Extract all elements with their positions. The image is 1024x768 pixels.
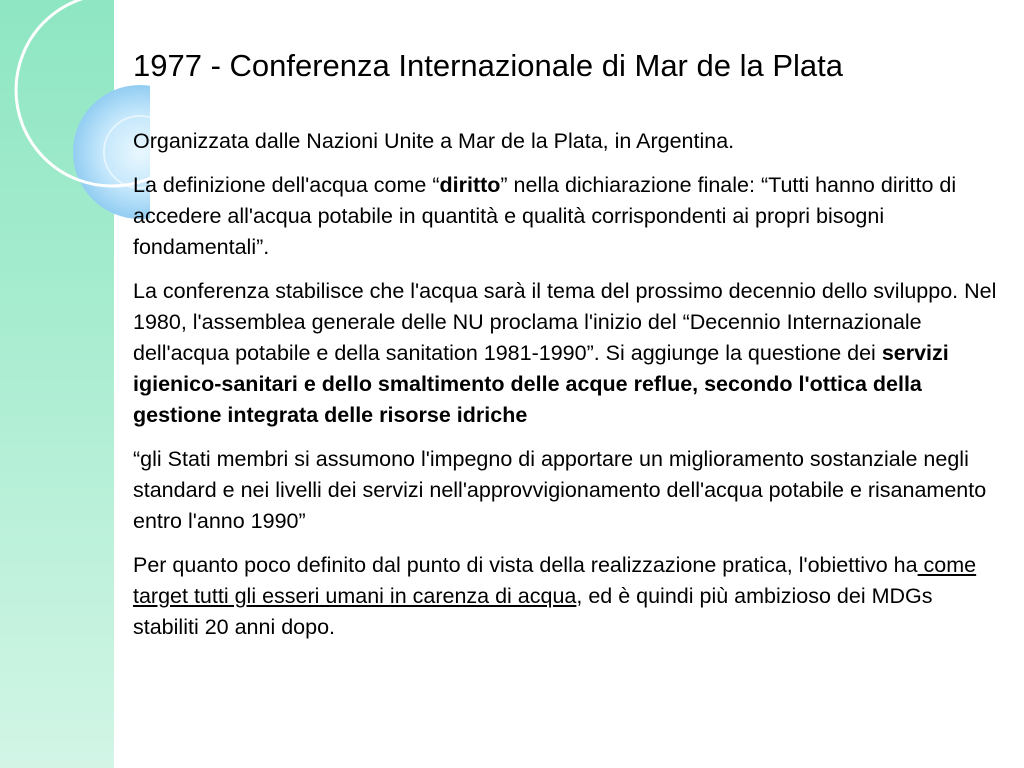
paragraph-organization [133, 126, 1003, 157]
paragraph-quote [133, 444, 1003, 537]
paragraph-decade [133, 276, 1003, 431]
decorative-circles [0, 0, 150, 240]
bold-emphasis: servizi igienico-sanitari e dello smaltimento delle acque reflue, secondo l'ottica della gestione integrata delle risorse idriche [133, 341, 949, 427]
slide-title: 1977 - Conferenza Internazionale di Mar de la Plata [133, 48, 843, 83]
paragraph-water-right [133, 170, 1003, 263]
paragraph-text: Organizzata dalle Nazioni Unite a Mar de la Plata, in Argentina. [133, 129, 735, 153]
paragraph-text: ” nella dichiarazione finale: “Tutti hanno diritto di accedere all'acqua potabile in quantità e qualità corrispondenti ai propri bisogni fondamentali”. [133, 173, 957, 259]
underlined-text: come target tutti gli esseri umani in carenza di acqua [133, 553, 977, 608]
slide-content [133, 126, 1003, 656]
paragraph-objective [133, 550, 1003, 643]
paragraph-text: Per quanto poco definito dal punto di vista della realizzazione pratica, l'obiettivo ha [133, 553, 918, 577]
bold-term: diritto [439, 173, 501, 197]
paragraph-text: La definizione dell'acqua come “ [133, 173, 440, 197]
paragraph-text: , ed è quindi più ambizioso dei MDGs stabiliti 20 anni dopo. [133, 584, 933, 639]
paragraph-text: La conferenza stabilisce che l'acqua sarà il tema del prossimo decennio dello sviluppo. Nel 1980, l'assemblea generale delle NU proclama l'inizio del “Decennio Internazionale dell'acqua potabile e della sanitation 1981-1990”. Si aggiunge la questione dei [133, 279, 997, 365]
paragraph-text: “gli Stati membri si assumono l'impegno di apportare un miglioramento sostanziale negli standard e nei livelli dei servizi nell'approvvigionamento dell'acqua potabile e risanamento entro l'anno 1990” [133, 447, 987, 533]
